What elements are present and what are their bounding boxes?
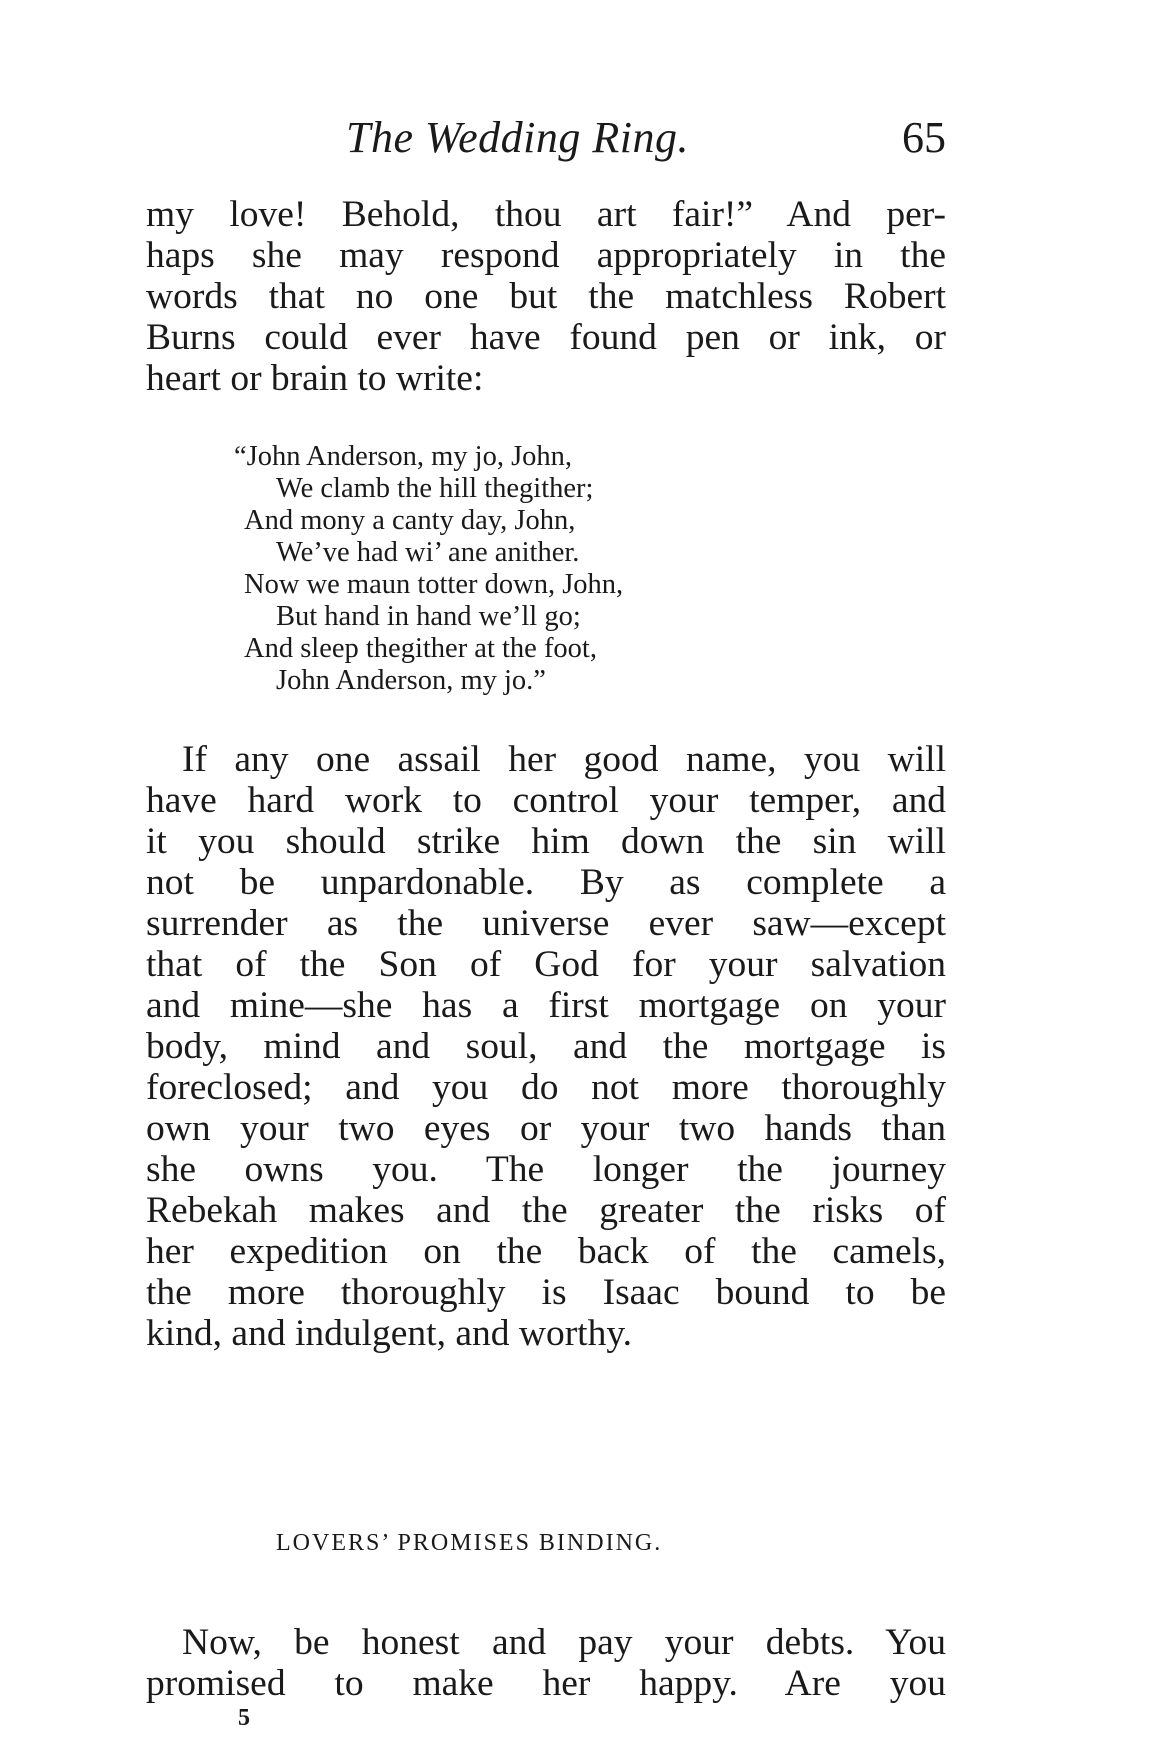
text-line: the more thoroughly is Isaac bound to be <box>146 1272 946 1313</box>
text-line: If any one assail her good name, you will <box>182 739 946 780</box>
text-line: she owns you. The longer the journey <box>146 1149 946 1190</box>
text-line: haps she may respond appropriately in the <box>146 235 946 276</box>
paragraph-continued <box>146 194 946 399</box>
poem-line: And mony a canty day, John, <box>244 505 576 536</box>
text-line: have hard work to control your temper, and <box>146 780 946 821</box>
text-line: and mine—she has a first mortgage on your <box>146 985 946 1026</box>
text-line: Burns could ever have found pen or ink, or <box>146 317 946 358</box>
paragraph-body <box>146 739 946 1354</box>
text-line: words that no one but the matchless Robert <box>146 276 946 317</box>
poem-quotation <box>234 441 844 697</box>
text-line: my love! Behold, thou art fair!” And per- <box>146 194 946 235</box>
text-line: promised to make her happy. Are you <box>146 1663 946 1704</box>
text-line: her expedition on the back of the camels, <box>146 1231 946 1272</box>
poem-line: “John Anderson, my jo, John, <box>234 441 573 472</box>
poem-line: Now we maun totter down, John, <box>244 569 624 600</box>
poem-line: And sleep thegither at the foot, <box>244 633 597 664</box>
text-line: heart or brain to write: <box>146 358 484 399</box>
section-heading: LOVERS’ PROMISES BINDING. <box>276 1530 663 1556</box>
poem-line: But hand in hand we’ll go; <box>276 601 581 632</box>
poem-line: John Anderson, my jo.” <box>276 665 546 696</box>
page-number: 65 <box>902 113 946 162</box>
running-head <box>146 112 946 172</box>
text-line: it you should strike him down the sin will <box>146 821 946 862</box>
text-line: Now, be honest and pay your debts. You <box>182 1622 946 1663</box>
text-line: that of the Son of God for your salvation <box>146 944 946 985</box>
text-line: kind, and indulgent, and worthy. <box>146 1313 633 1354</box>
paragraph-section-start <box>146 1622 946 1704</box>
poem-line: We clamb the hill thegither; <box>276 473 594 504</box>
poem-line: We’ve had wi’ ane anither. <box>276 537 580 568</box>
running-title: The Wedding Ring. <box>346 113 689 162</box>
text-line: not be unpardonable. By as complete a <box>146 862 946 903</box>
text-line: Rebekah makes and the greater the risks of <box>146 1190 946 1231</box>
text-line: foreclosed; and you do not more thoroughly <box>146 1067 946 1108</box>
signature-mark: 5 <box>238 1705 250 1731</box>
text-line: surrender as the universe ever saw—except <box>146 903 946 944</box>
text-line: own your two eyes or your two hands than <box>146 1108 946 1149</box>
text-line: body, mind and soul, and the mortgage is <box>146 1026 946 1067</box>
